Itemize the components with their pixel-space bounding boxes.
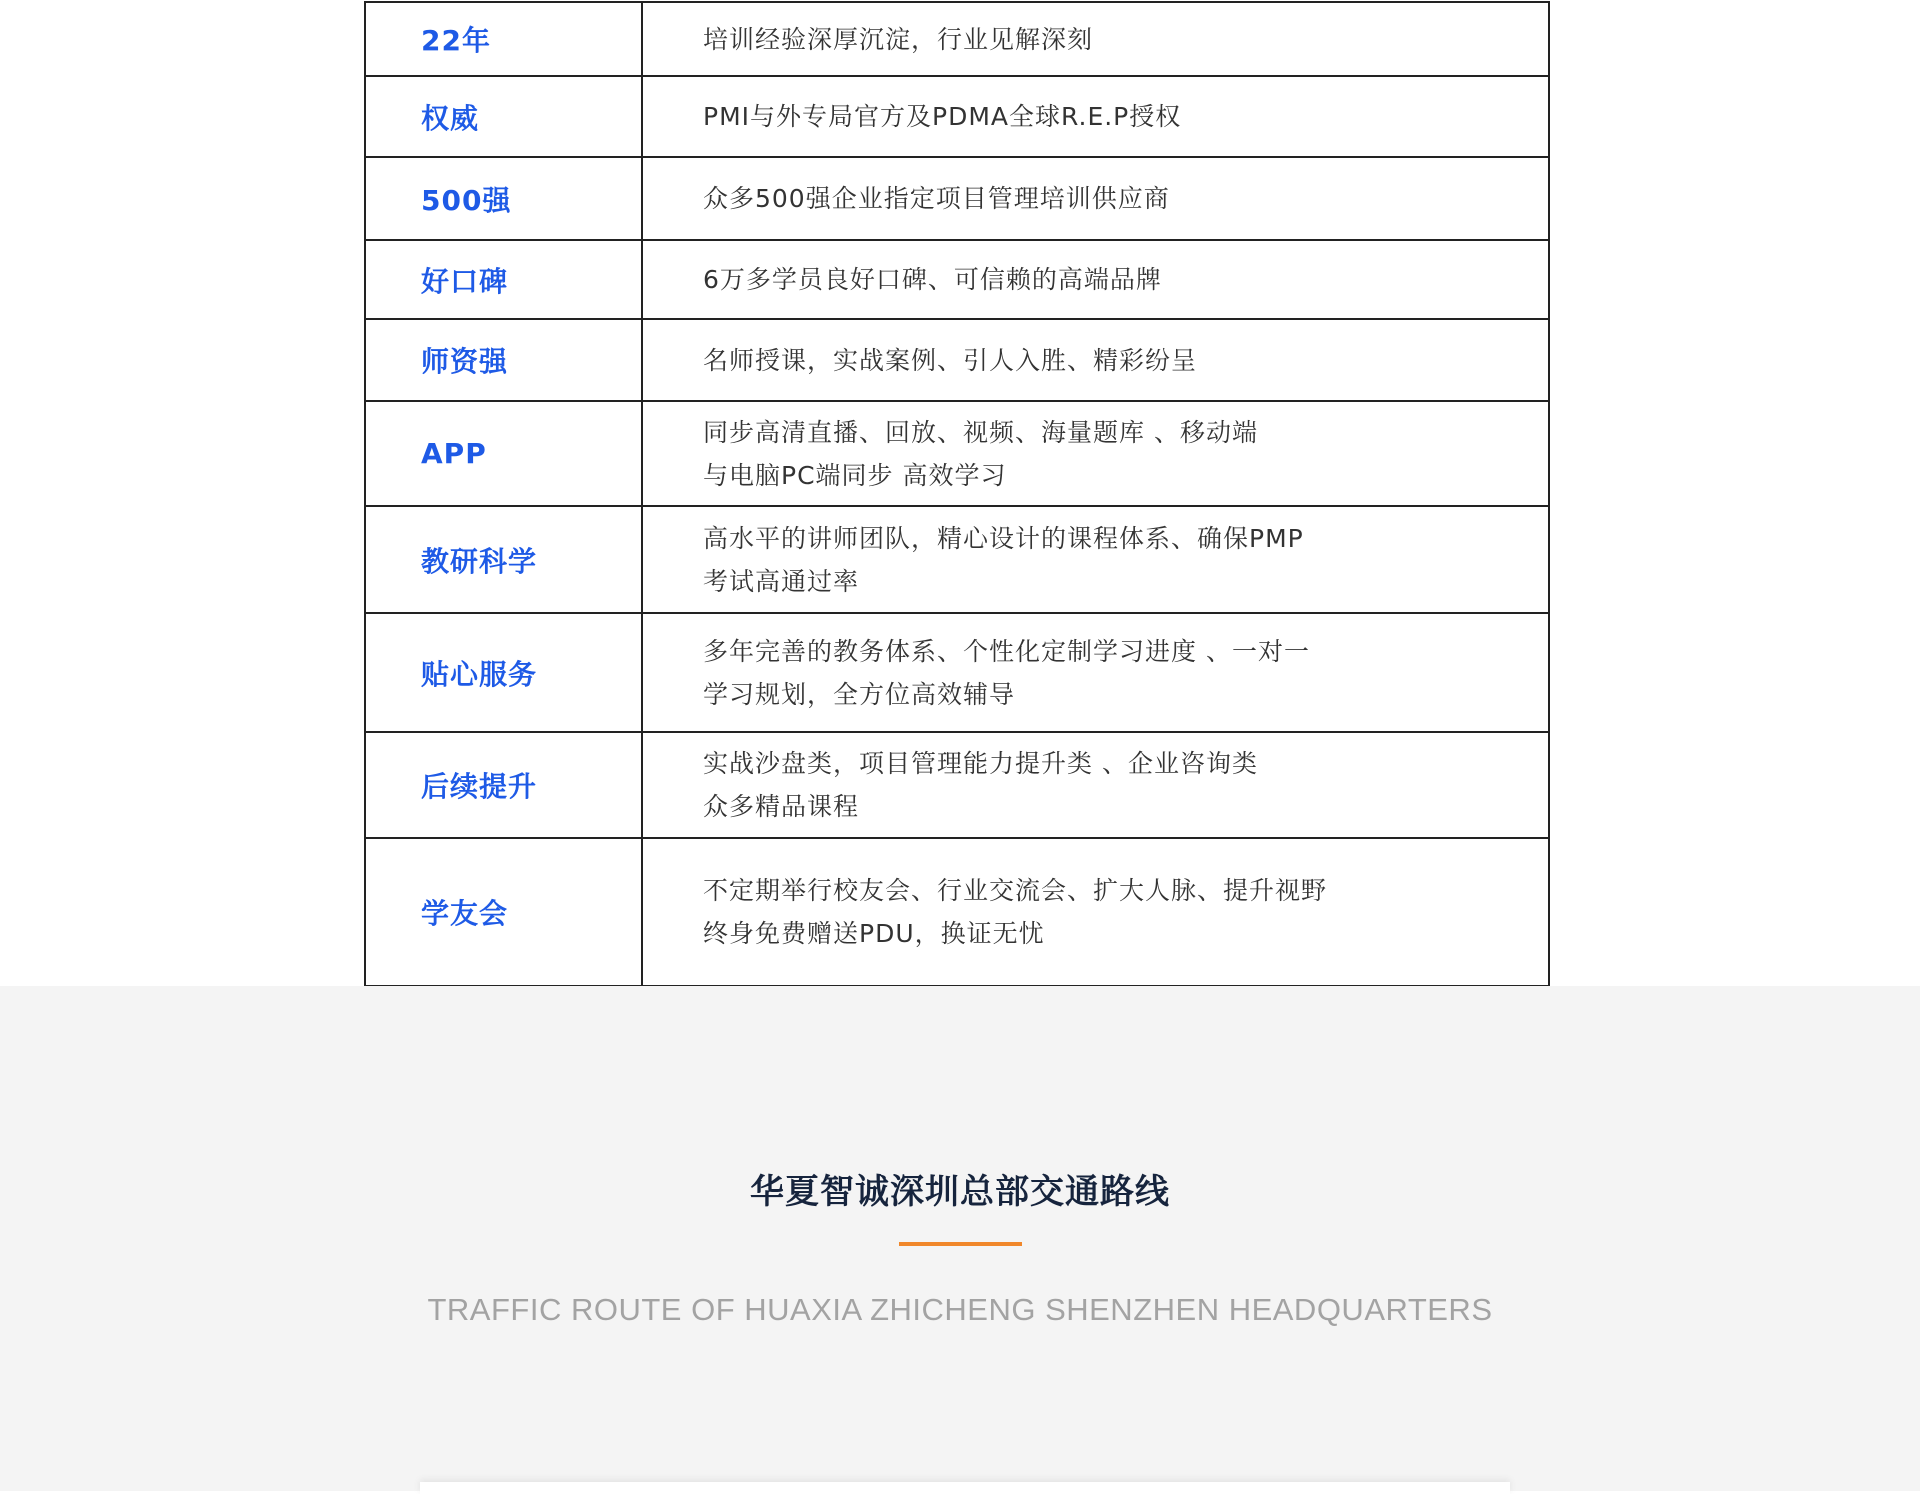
table-row (365, 2, 1549, 76)
description-line: 学习规划，全方位高效辅导 (703, 679, 1016, 709)
feature-label: 权威 (365, 76, 642, 157)
table-row (365, 613, 1549, 732)
feature-label: APP (365, 401, 642, 506)
feature-label: 500强 (365, 157, 642, 240)
feature-label: 师资强 (365, 319, 642, 401)
description-line: 6万多学员良好口碑、可信赖的高端品牌 (703, 265, 1162, 294)
table-row (365, 319, 1549, 401)
section-title: 华夏智诚深圳总部交通路线 (750, 1172, 1170, 1212)
description-line: 终身免费赠送PDU，换证无忧 (703, 919, 1045, 948)
description-line: 考试高通过率 (703, 566, 860, 596)
feature-description (642, 401, 1549, 506)
table-row (365, 76, 1549, 157)
feature-description (642, 76, 1549, 157)
description-line: 众多500强企业指定项目管理培训供应商 (703, 184, 1170, 213)
table-row (365, 401, 1549, 506)
feature-description (642, 506, 1549, 613)
table-row (365, 838, 1549, 986)
feature-label: 贴心服务 (365, 613, 642, 732)
feature-description (642, 240, 1549, 319)
table-row (365, 240, 1549, 319)
section-subtitle: TRAFFIC ROUTE OF HUAXIA ZHICHENG SHENZHEN HEADQUARTERS (427, 1292, 1493, 1327)
feature-description (642, 732, 1549, 838)
table-row (365, 157, 1549, 240)
feature-description (642, 613, 1549, 732)
feature-label: 教研科学 (365, 506, 642, 613)
feature-label: 后续提升 (365, 732, 642, 838)
description-line: PMI与外专局官方及PDMA全球R.E.P授权 (703, 102, 1182, 131)
table-row (365, 506, 1549, 613)
map-card-edge (420, 1482, 1510, 1494)
traffic-route-section (0, 986, 1920, 1491)
feature-label: 22年 (365, 2, 642, 76)
description-line: 实战沙盘类，项目管理能力提升类 、企业咨询类 (703, 749, 1258, 778)
description-line: 与电脑PC端同步 高效学习 (703, 460, 1007, 490)
feature-description (642, 838, 1549, 986)
advantages-table (364, 1, 1550, 987)
feature-description (642, 2, 1549, 76)
description-line: 培训经验深厚沉淀，行业见解深刻 (703, 24, 1094, 54)
description-line: 不定期举行校友会、行业交流会、扩大人脉、提升视野 (703, 876, 1328, 905)
description-line: 高水平的讲师团队，精心设计的课程体系、确保PMP (703, 523, 1304, 553)
description-line: 同步高清直播、回放、视频、海量题库 、移动端 (703, 417, 1258, 447)
description-line: 名师授课，实战案例、引人入胜、精彩纷呈 (703, 345, 1198, 375)
feature-description (642, 319, 1549, 401)
feature-description (642, 157, 1549, 240)
feature-label: 好口碑 (365, 240, 642, 319)
title-underline (899, 1242, 1022, 1246)
table-row (365, 732, 1549, 838)
feature-label: 学友会 (365, 838, 642, 986)
description-line: 众多精品课程 (703, 792, 860, 821)
description-line: 多年完善的教务体系、个性化定制学习进度 、一对一 (703, 636, 1310, 666)
